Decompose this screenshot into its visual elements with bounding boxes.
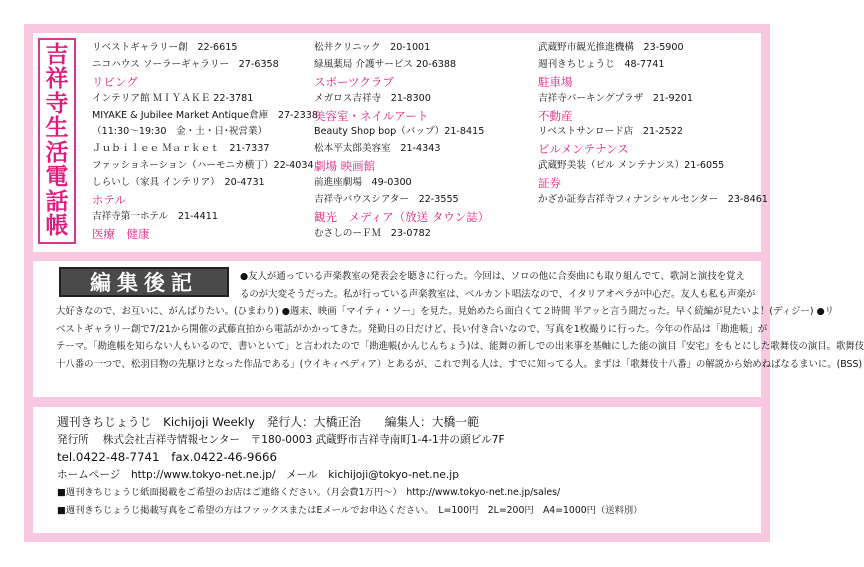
category-heading: 不動産 (538, 108, 573, 123)
listing-entry: MIYAKE & Jubilee Market Antique倉庫 27-2338 (92, 109, 318, 121)
directory-column-1 (92, 40, 318, 243)
listing-entry: 武蔵野市観光推進機構 23-5900 (538, 42, 684, 53)
directory-column-3 (538, 40, 768, 209)
listing-entry: インテリア館 ＭＩＹＡＫＥ 22-3781 (92, 92, 254, 104)
title-char: 電 (45, 164, 69, 191)
phone-fax: tel.0422-48-7741 fax.0422-46-9666 (57, 450, 277, 465)
category-heading: 証券 (538, 176, 561, 191)
listing-entry: 緑風薬局 介護サービス 20-6388 (314, 58, 457, 70)
title-char: 話 (45, 188, 69, 215)
listing-entry: 前進座劇場 49-0300 (314, 177, 412, 189)
category-heading: 観光 メディア（放送 タウン誌） (314, 209, 490, 224)
title-char: 生 (45, 115, 69, 142)
vertical-title (38, 38, 76, 244)
photo-notice: ■週刊きちじょうじ掲載写真をご希望の方はファックスまたはEメールでお申込ください。 L=100円 2L=200円 A4=1000円（送料別） (57, 504, 643, 516)
editor-note-header: 編集後記 (59, 267, 229, 297)
listing-entry: ファッショネーション（ハーモニカ横丁）22-4034 (92, 160, 314, 172)
listing-entry: リベストギャラリー創 22-6615 (92, 42, 238, 53)
directory-column-2 (314, 40, 489, 243)
editor-line: るのが大変そうだった。私が行っている声楽教室は、ベルカント唱法なので、イタリアオペラが中心だ。友人も私も声楽が (240, 288, 756, 300)
category-heading: リビング (92, 74, 138, 89)
publisher-address: 発行所 株式会社吉祥寺情報センター 〒180-0003 武蔵野市吉祥寺南町1-4-1井の頭ビル7F (57, 433, 505, 446)
category-heading: ビルメンテナンス (538, 142, 629, 157)
listing-entry: 吉祥寺第一ホテル 21-4411 (92, 210, 218, 222)
ad-notice: ■週刊きちじょうじ紙面掲載をご希望のお店はご連絡ください。（月会費1万円～） http://www.tokyo-net.ne.jp/sales/ (57, 487, 561, 499)
title-char: 寺 (45, 90, 69, 117)
listing-entry: かざか証券吉祥寺フィナンシャルセンター 23-8461 (538, 194, 768, 206)
category-heading: 劇場 映画館 (314, 159, 376, 174)
category-heading: 駐車場 (538, 74, 573, 89)
listing-entry: 松井クリニック 20-1001 (314, 42, 431, 53)
title-char: 帳 (45, 212, 69, 239)
listing-entry: しらいし（家具 インテリア） 20-4731 (92, 177, 265, 189)
editor-line: 十八番の一つで、松羽目物の先駆けとなった作品である」(ウイキィペディア）とあるが、これで判る人は、すでに知ってる人。まずは「歌舞伎十八番」の解説から始めねばなるまいに。(BSS) (56, 358, 863, 370)
listing-entry: Ｊｕｂｉｌｅｅ Ｍａｒｋｅｔ 21-7337 (92, 143, 270, 155)
listing-entry: Beauty Shop bop（バップ）21-8415 (314, 126, 485, 138)
editor-line: ●友人が通っている声楽教室の発表会を聴きに行った。今回は、ソロの他に合奏曲にも取り組んでて、歌詞と演技を覚え (240, 271, 745, 282)
title-char: 活 (45, 139, 69, 166)
listing-entry: リベストサンロード店 21-2522 (538, 126, 683, 138)
category-heading: 美容室・ネイルアート (314, 108, 429, 123)
editor-line: 大好きなので、お互いに、がんばりたい。(ひまわり) ●週末、映画「マイティ・ソー」を見た。見始めたら面白くて２時間 半アッと言う間だった。早く続編が見たいよ！(ディジー) ●リ (56, 306, 835, 318)
listing-entry: 吉祥寺バウスシアター 22-3555 (314, 194, 459, 206)
editor-line: ベストギャラリー創で7/21から開催の武藤直拍から電話がかかってきた。発勤日の日だけど、長い付き合いなので、写真を1枚撮りに行った。今年の作品は「勘進帳」が (56, 323, 768, 335)
listing-entry: ニコハウス ソーラーギャラリー 27-6358 (92, 58, 279, 70)
listing-entry: 週刊きちじょうじ 48-7741 (538, 58, 665, 70)
listing-entry: メガロス吉祥寺 21-8300 (314, 92, 431, 104)
listing-entry: 松本平太郎美容室 21-4343 (314, 143, 441, 155)
category-heading: 医療 健康 (92, 226, 150, 241)
category-heading: スポーツクラブ (314, 74, 394, 89)
listing-entry: むさしのーＦＭ 23-0782 (314, 227, 431, 239)
publisher-info (57, 414, 642, 520)
publication-line: 週刊きちじょうじ Kichijoji Weekly 発行人：大橋正治 編集人：大橋一範 (57, 415, 479, 429)
title-char: 祥 (45, 66, 69, 93)
homepage-email: ホームページ http://www.tokyo-net.ne.jp/ メール kichijoji@tokyo-net.ne.jp (57, 468, 459, 481)
title-char: 吉 (45, 42, 69, 68)
listing-entry: （11:30〜19:30 金・土・日･祝営業） (92, 126, 268, 138)
category-heading: ホテル (92, 193, 126, 208)
listing-entry: 武蔵野美装（ビル メンテナンス）21-6055 (538, 160, 725, 172)
listing-entry: 吉祥寺パーキングプラザ 21-9201 (538, 92, 693, 104)
editor-line: テーマ。「勘進帳を知らない人もいるので、書いといて」と言われたので「勘進帳(かんじんちょう)は、能舞の新しでの出来事を基軸にした能の演目『安宅』をもとにした歌舞伎の演目。歌舞伎 (56, 341, 864, 353)
